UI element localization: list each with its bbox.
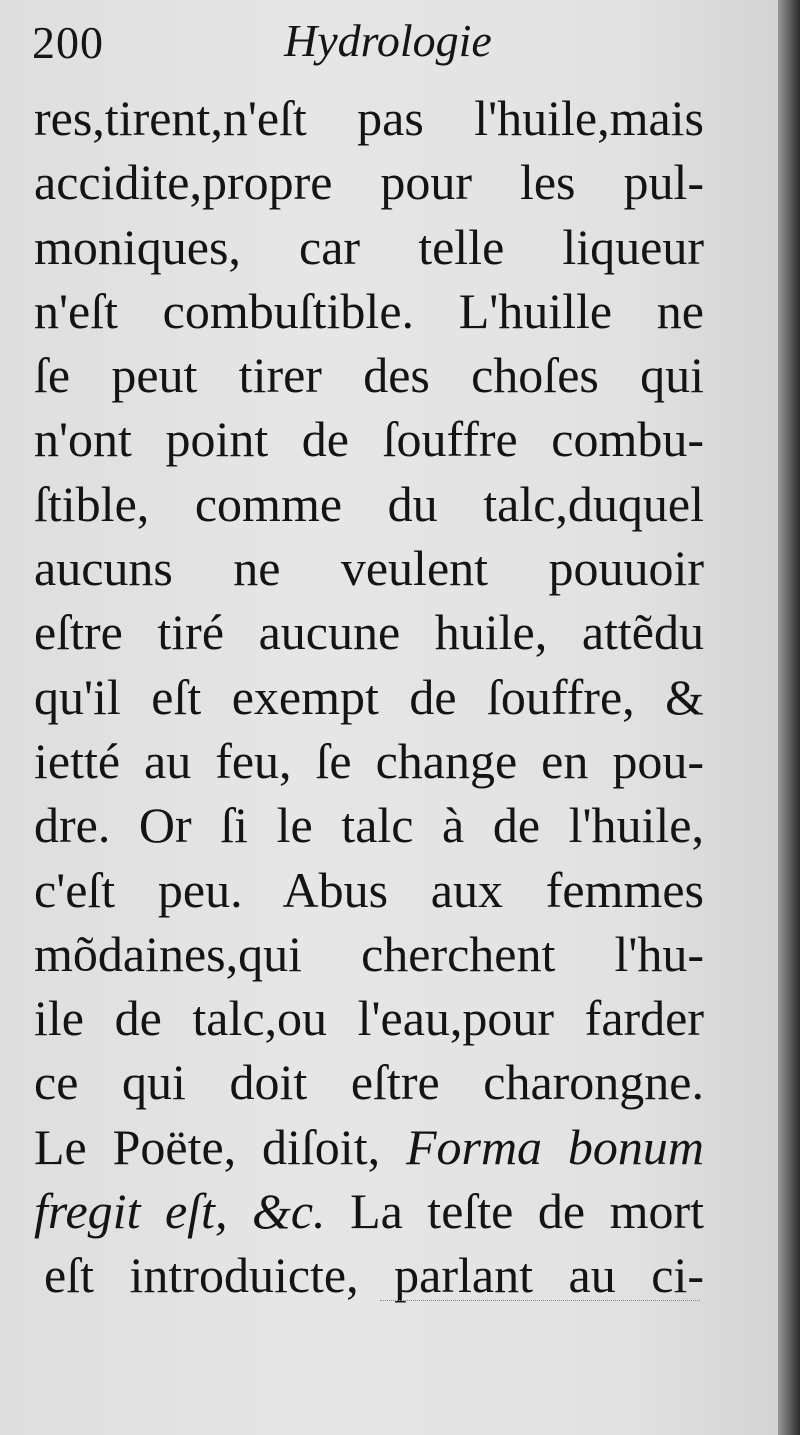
text-line: eſt introduicte, parlant au ci- (44, 1247, 704, 1304)
text-line-mixed (34, 1179, 704, 1243)
text-segment: La teſte de mort (350, 1183, 705, 1240)
text-line: n'eſt combuſtible. L'huille ne (34, 282, 704, 339)
text-line: dre. Or ſi le talc à de l'huile, (34, 797, 704, 854)
page-header (32, 12, 702, 82)
text-line: mõdaines,qui cherchent l'hu- (34, 925, 704, 982)
text-line: ſtible, comme du talc,duquel (34, 475, 704, 532)
body-text (34, 86, 704, 1308)
text-line: ietté au feu, ſe change en pou- (34, 732, 704, 789)
page-edge-shadow (778, 0, 800, 1435)
running-head: Hydrologie (284, 15, 492, 66)
page-number: 200 (32, 17, 104, 68)
text-line: res,tirent,n'eſt pas l'huile,mais (34, 90, 704, 146)
text-line: n'ont point de ſouffre combu- (34, 411, 704, 468)
text-segment: Le Poëte, diſoit, (34, 1118, 381, 1175)
italic-quotation: fregit eſt, &c. (34, 1183, 326, 1240)
text-line: c'eſt peu. Abus aux femmes (34, 861, 704, 918)
text-line: ce qui doit eſtre charongne. (34, 1054, 704, 1111)
catchword-rule (380, 1300, 700, 1303)
italic-quotation: Forma bonum (405, 1118, 705, 1175)
text-line-mixed (34, 1115, 704, 1179)
text-line: ile de talc,ou l'eau,pour farder (34, 990, 704, 1047)
text-line: accidite,propre pour les pul- (34, 154, 704, 211)
text-line: ſe peut tirer des choſes qui (34, 347, 704, 404)
text-line: qu'il eſt exempt de ſouffre, & (34, 668, 704, 725)
text-line: moniques, car telle liqueur (34, 218, 704, 275)
text-line: eſtre tiré aucune huile, attẽdu (34, 604, 704, 661)
text-line: aucuns ne veulent pouuoir (34, 540, 704, 597)
